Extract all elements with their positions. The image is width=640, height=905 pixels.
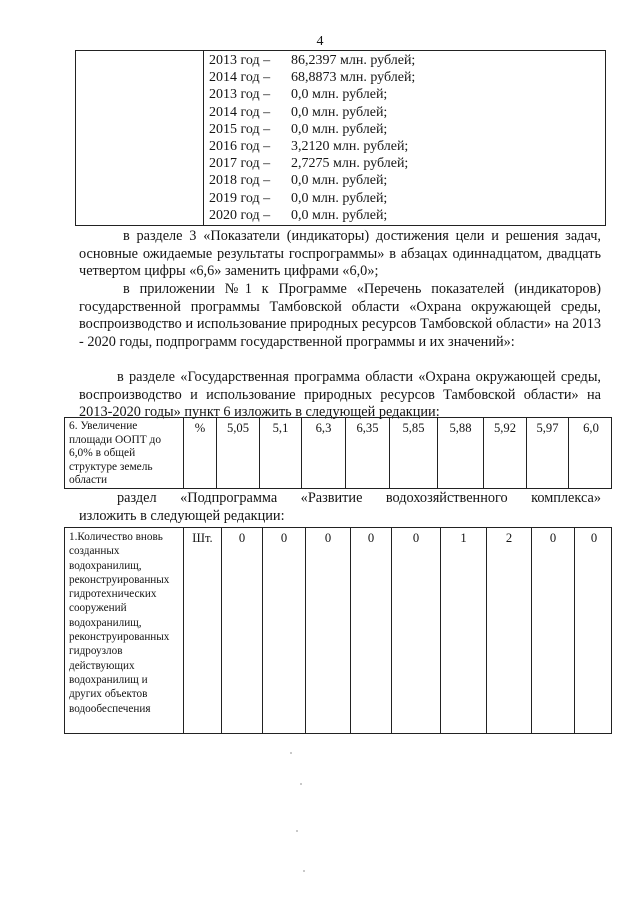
funding-row — [209, 121, 388, 138]
funding-row — [209, 52, 416, 69]
funding-row — [209, 86, 388, 103]
funding-row — [209, 104, 388, 121]
funding-amount: 0,0 млн. рублей; — [291, 121, 388, 137]
funding-amount: 0,0 млн. рублей; — [291, 104, 388, 120]
funding-year: 2020 год – — [209, 207, 271, 223]
value-cell: 6,3 — [301, 418, 345, 488]
indicator-table-point-6 — [64, 417, 612, 489]
value-cell: 5,05 — [216, 418, 259, 488]
value-cell: 0 — [574, 528, 613, 733]
funding-amount: 68,8873 млн. рублей; — [291, 70, 416, 86]
paragraph-appendix-1: в приложении №1 к Программе «Перечень показателей (индикаторов) государственной программы Тамбовской области «Охрана окружающей среды, воспроизводство и использование природных ресурсов Тамбовской области» на 2013 - 2020 годы, подпрограмм государственной программы и их значений»: — [79, 281, 601, 350]
value-cell: 0 — [262, 528, 305, 733]
value-cell: 5,85 — [389, 418, 437, 488]
funding-row — [209, 190, 388, 207]
funding-year: 2017 год – — [209, 156, 271, 172]
funding-amount: 3,2120 млн. рублей; — [291, 138, 409, 154]
funding-row — [209, 138, 409, 155]
scan-speck — [290, 752, 292, 754]
value-cell: 6,0 — [568, 418, 613, 488]
funding-year: 2013 год – — [209, 87, 271, 103]
funding-amount: 0,0 млн. рублей; — [291, 207, 388, 223]
funding-row — [209, 155, 409, 172]
funding-rows — [209, 52, 416, 224]
paragraph-water-subprogram — [79, 490, 601, 525]
funding-row — [209, 207, 388, 224]
value-cell: 5,92 — [483, 418, 526, 488]
funding-year: 2014 год – — [209, 70, 271, 86]
paragraph-section-3: в разделе 3 «Показатели (индикаторы) достижения цели и решения задач, основные ожидаемые результаты госпрограммы» в абзацах одиннадцатом, двадцать четвертом цифры «6,6» заменить цифрами «6,0»; — [79, 228, 601, 279]
unit-cell: Шт. — [183, 528, 221, 733]
funding-year: 2013 год – — [209, 53, 271, 68]
indicator-cell: 6. Увеличение площади ООПТ до 6,0% в общей структуре земель области — [69, 420, 162, 486]
scan-speck — [300, 783, 302, 785]
value-cell: 2 — [486, 528, 531, 733]
funding-year: 2019 год – — [209, 190, 271, 206]
value-cell: 0 — [221, 528, 262, 733]
funding-amount: 0,0 млн. рублей; — [291, 87, 388, 103]
value-cell: 5,1 — [259, 418, 301, 488]
funding-amount: 0,0 млн. рублей; — [291, 173, 388, 189]
paragraph-line: раздел «Подпрограмма «Развитие водохозяйственного комплекса» — [117, 490, 601, 506]
funding-year: 2014 год – — [209, 104, 271, 120]
paragraph-line: изложить в следующей редакции: — [79, 507, 285, 524]
value-cell: 6,35 — [345, 418, 389, 488]
scan-speck — [296, 830, 298, 832]
indicator-table-water-subprogram — [64, 527, 612, 734]
value-cell: 0 — [531, 528, 574, 733]
funding-year: 2018 год – — [209, 173, 271, 189]
funding-amount: 2,7275 млн. рублей; — [291, 156, 409, 172]
funding-year: 2015 год – — [209, 121, 271, 137]
funding-table — [75, 50, 606, 226]
paragraph-state-program-section: в разделе «Государственная программа области «Охрана окружающей среды, воспроизводство и использование природных ресурсов Тамбовской области» на 2013-2020 годы» пункт 6 изложить в следующей редакции: — [79, 369, 601, 420]
funding-amount: 86,2397 млн. рублей; — [291, 53, 416, 68]
value-cell: 0 — [305, 528, 350, 733]
value-cell: 1 — [440, 528, 486, 733]
scan-speck — [303, 870, 305, 872]
page-number: 4 — [316, 34, 324, 49]
funding-row — [209, 172, 388, 189]
value-cell: 5,97 — [526, 418, 568, 488]
funding-amount: 0,0 млн. рублей; — [291, 190, 388, 206]
unit-cell: % — [183, 418, 216, 488]
funding-year: 2016 год – — [209, 138, 271, 154]
value-cell: 0 — [391, 528, 440, 733]
indicator-cell: 1.Количество вновь созданных водохранилищ, реконструированных гидротехнических сооружений водохранилищ, реконструированных гидроузлов действующих водохранилищ и других объектов водообеспечения — [69, 531, 170, 715]
value-cell: 0 — [350, 528, 391, 733]
column-divider — [203, 51, 204, 225]
value-cell: 5,88 — [437, 418, 483, 488]
funding-row — [209, 69, 416, 86]
